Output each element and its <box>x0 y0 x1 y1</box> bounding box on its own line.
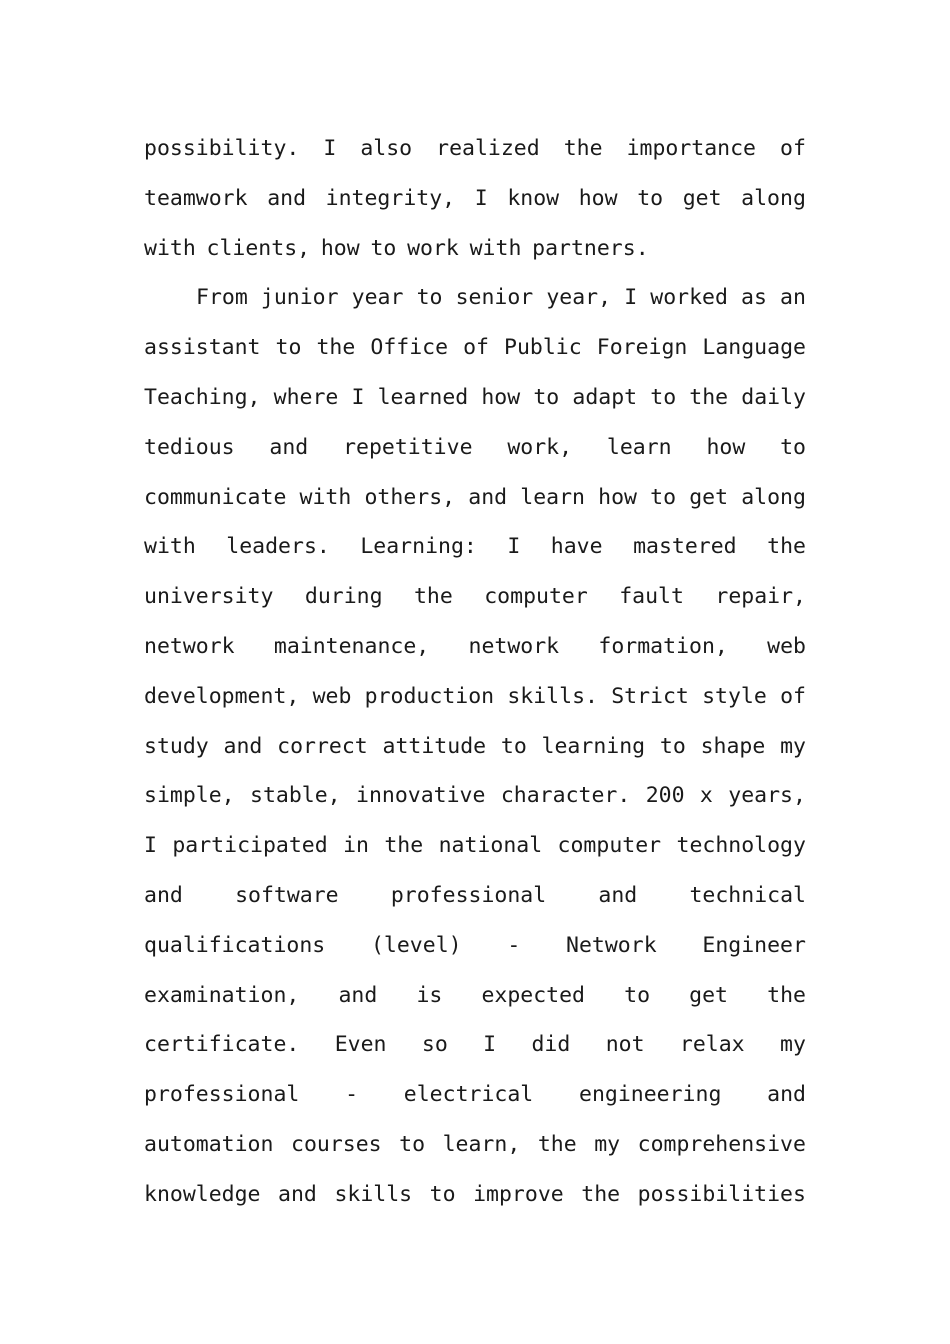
word: study <box>144 733 209 759</box>
word: get <box>682 185 722 211</box>
text-line <box>144 1020 806 1070</box>
word: of <box>463 335 489 361</box>
word: examination, <box>144 982 300 1008</box>
word: how <box>578 185 618 211</box>
word: repetitive <box>343 434 473 460</box>
text-line <box>144 672 806 722</box>
word: in <box>343 833 369 859</box>
word: to <box>650 484 677 510</box>
text-line <box>144 771 806 821</box>
word: style <box>702 683 767 709</box>
word: improve <box>473 1181 564 1207</box>
word: web <box>312 683 352 709</box>
word: software <box>235 882 339 908</box>
word: skills <box>334 1181 413 1207</box>
word: I <box>507 534 521 560</box>
word: realized <box>436 136 540 161</box>
word: the <box>384 833 424 859</box>
word: maintenance, <box>273 633 430 659</box>
word: did <box>531 1032 571 1058</box>
word: the <box>767 982 806 1008</box>
word: mastered <box>633 534 737 560</box>
text-line <box>144 373 806 423</box>
word: how <box>598 484 637 510</box>
word: automation <box>144 1131 274 1157</box>
text-line <box>144 323 806 373</box>
word: the <box>581 1181 621 1207</box>
word: years, <box>728 783 806 809</box>
word: Foreign <box>596 335 688 361</box>
word: and <box>278 1181 317 1207</box>
word: senior <box>455 285 534 311</box>
word: my <box>780 733 806 759</box>
text-line <box>144 273 806 323</box>
word: others, <box>364 484 456 510</box>
word: the <box>563 136 603 161</box>
word: is <box>416 982 443 1008</box>
word: learn, <box>442 1131 521 1157</box>
word: Learning: <box>360 534 477 560</box>
text-line <box>144 522 806 572</box>
word: simple, <box>144 783 235 809</box>
word: qualifications <box>144 932 326 958</box>
word: I <box>323 136 337 161</box>
word: learn <box>606 434 672 460</box>
word: how <box>706 434 746 460</box>
word: electrical <box>403 1082 534 1108</box>
word: formation, <box>598 633 728 659</box>
word: Teaching, <box>144 384 261 410</box>
word: technical <box>689 882 806 908</box>
text-line <box>144 871 806 921</box>
text-line <box>144 423 806 473</box>
word: adapt <box>572 384 638 410</box>
word: the <box>537 1131 577 1157</box>
text-line <box>144 971 806 1021</box>
word: to <box>650 384 677 410</box>
word: and <box>269 434 309 460</box>
word: university <box>144 584 274 610</box>
word: I <box>483 1032 497 1058</box>
word: Engineer <box>702 932 806 958</box>
word: and <box>144 882 183 908</box>
text-line <box>144 821 806 871</box>
word: of <box>780 136 806 161</box>
word: to <box>624 982 651 1008</box>
word: also <box>360 136 413 161</box>
word: Network <box>566 932 657 958</box>
word: learn <box>520 484 585 510</box>
word: get <box>689 484 729 510</box>
word: expected <box>481 982 586 1008</box>
word: my <box>594 1131 621 1157</box>
word: (level) <box>370 932 462 958</box>
text-line <box>144 174 806 224</box>
word: and <box>223 733 263 759</box>
word: character. <box>500 783 631 809</box>
text-line <box>144 473 806 523</box>
word: computer <box>484 584 588 610</box>
word: an <box>780 285 806 311</box>
word: junior <box>260 285 339 311</box>
text-line <box>144 1070 806 1120</box>
word: x <box>699 783 713 809</box>
word: I <box>144 833 157 859</box>
word: and <box>468 484 508 510</box>
word: so <box>421 1032 448 1058</box>
word: learning <box>541 733 646 759</box>
word: 200 <box>645 783 685 809</box>
word: of <box>780 683 806 709</box>
word: network <box>468 633 560 659</box>
word: and <box>598 882 638 908</box>
word: leaders. <box>226 534 330 560</box>
word: have <box>550 534 603 560</box>
text-line <box>144 124 806 174</box>
word: tedious <box>144 434 235 460</box>
text-line <box>144 572 806 622</box>
word: From <box>196 285 248 311</box>
word: year <box>351 285 404 311</box>
word: know <box>507 185 560 211</box>
word: relax <box>679 1032 745 1058</box>
word: the <box>413 584 453 610</box>
word: to <box>399 1131 426 1157</box>
word: with <box>144 235 196 261</box>
word: to <box>637 185 664 211</box>
word: during <box>304 584 383 610</box>
word: certificate. <box>144 1032 300 1058</box>
word: to <box>429 1181 456 1207</box>
word: possibilities <box>637 1181 806 1207</box>
word: correct <box>277 733 368 759</box>
word: and <box>267 185 307 211</box>
word: comprehensive <box>637 1131 806 1157</box>
word: national <box>438 833 543 859</box>
word: work, <box>507 434 573 460</box>
word: with <box>144 534 196 560</box>
word: with <box>469 235 522 261</box>
word: as <box>741 285 767 311</box>
word: repair, <box>715 584 806 610</box>
word: the <box>689 384 729 410</box>
body-text <box>144 124 806 1220</box>
word: knowledge <box>144 1181 261 1207</box>
word: - <box>507 932 521 958</box>
word: daily <box>741 384 806 410</box>
word: to <box>659 733 686 759</box>
word: integrity, <box>325 185 456 211</box>
word: Office <box>370 335 449 361</box>
text-line <box>144 722 806 772</box>
word: year, <box>546 285 612 311</box>
word: the <box>767 534 806 560</box>
word: network <box>144 633 235 659</box>
word: development, <box>144 683 300 709</box>
text-line <box>144 921 806 971</box>
word: Strict <box>611 683 689 709</box>
word: technology <box>676 833 806 859</box>
word: learned <box>377 384 469 410</box>
word: my <box>780 1032 806 1058</box>
word: I <box>624 285 638 311</box>
word: I <box>351 384 365 410</box>
word: work <box>407 235 459 261</box>
word: fault <box>619 584 684 610</box>
word: partners. <box>532 235 649 261</box>
word: Public <box>504 335 582 361</box>
text-line <box>144 1120 806 1170</box>
word: communicate <box>144 484 287 510</box>
word: along <box>741 484 806 510</box>
word: - <box>345 1082 359 1108</box>
word: along <box>741 185 806 211</box>
word: get <box>689 982 728 1008</box>
word: to <box>500 733 527 759</box>
word: professional <box>144 1082 300 1108</box>
word: possibility. <box>144 136 300 161</box>
word: to <box>370 235 397 261</box>
word: to <box>275 335 302 361</box>
word: and <box>338 982 378 1008</box>
word: Language <box>702 335 806 361</box>
word: participated <box>172 833 328 859</box>
word: web <box>767 633 806 659</box>
word: and <box>767 1082 806 1108</box>
word: stable, <box>250 783 341 809</box>
text-line <box>144 1170 806 1220</box>
word: importance <box>626 136 757 161</box>
word: Even <box>334 1032 387 1058</box>
text-line <box>144 224 806 274</box>
word: production <box>364 683 495 709</box>
word: computer <box>557 833 662 859</box>
word: worked <box>650 285 728 311</box>
word: with <box>299 484 352 510</box>
word: courses <box>291 1131 382 1157</box>
word: how <box>320 235 360 261</box>
word: how <box>481 384 521 410</box>
word: clients, <box>206 235 311 261</box>
word: assistant <box>144 335 261 361</box>
word: innovative <box>356 783 486 809</box>
word: to <box>533 384 560 410</box>
word: where <box>273 384 339 410</box>
text-line <box>144 622 806 672</box>
word: not <box>605 1032 645 1058</box>
word: professional <box>390 882 547 908</box>
word: the <box>316 335 356 361</box>
word: attitude <box>382 733 487 759</box>
word: I <box>474 185 488 211</box>
word: to <box>416 285 443 311</box>
word: to <box>780 434 806 460</box>
word: engineering <box>579 1082 722 1108</box>
word: shape <box>700 733 766 759</box>
word: skills. <box>507 683 598 709</box>
word: teamwork <box>144 185 248 211</box>
